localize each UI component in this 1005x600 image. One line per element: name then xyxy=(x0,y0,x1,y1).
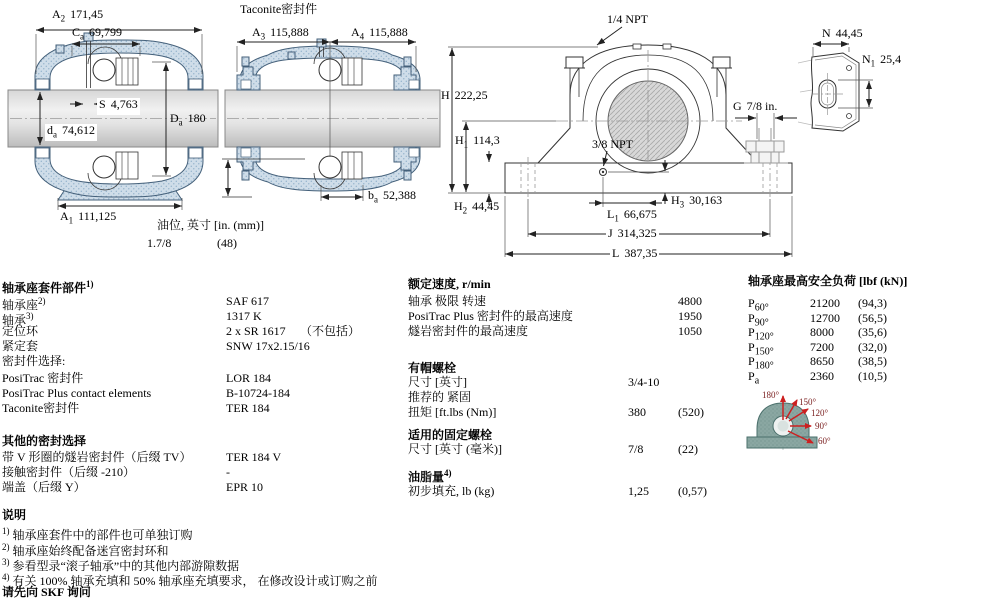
spec-value: SAF 617 xyxy=(226,294,270,308)
load-label: $P_{60^\circ}$ xyxy=(748,296,769,314)
section-title-load: 轴承座最高安全负荷 [lbf (kN)] xyxy=(748,274,908,288)
load-value: 12700 xyxy=(810,311,840,325)
note-row-4 xyxy=(2,570,378,588)
dim-label-a2: $A_2$ 171,45 xyxy=(52,7,104,24)
oil-level-inches: 1.7/8 xyxy=(147,236,172,250)
load-paren: (35,6) xyxy=(858,325,887,339)
dim-label-ba: $b_a$ 52,388 xyxy=(368,188,416,205)
spec-label: 初步填充, lb (kg) xyxy=(408,484,495,498)
spec-label: 尺寸 [英寸] xyxy=(408,375,467,389)
spec-row-housing xyxy=(2,294,270,312)
spec-label: 端盖（后缀 Y） xyxy=(2,480,86,494)
section-title-housing-parts: 轴承座套件部件$^{1)}$ xyxy=(2,279,94,295)
load-row-p180 xyxy=(748,354,887,372)
dim-label-h: H 222,25 xyxy=(441,88,488,102)
spec-row-taconite xyxy=(2,401,270,416)
note-text: 轴承座套件中的部件也可单独订购 xyxy=(12,528,193,542)
spec-row-positrac xyxy=(2,371,271,386)
npt-top-label: 1/4 NPT xyxy=(607,12,649,26)
note-sup: 4) xyxy=(2,572,10,582)
note-text: 轴承座始终配备迷宫密封环和 xyxy=(12,544,169,558)
spec-row-positrac-plus xyxy=(2,386,290,401)
spec-label: Taconite密封件 xyxy=(2,401,80,415)
load-label: $P_{120^\circ}$ xyxy=(748,325,774,343)
section-title-seal-selection: 密封件选择: xyxy=(2,354,66,368)
spec-row-taconite-speed xyxy=(408,324,702,339)
dim-label-a1: $A_1$ 111,125 xyxy=(60,209,117,226)
dim-label-Da: $D_a$ 180 xyxy=(170,111,206,128)
note-sup: 1) xyxy=(2,526,10,536)
angle-label-150: 150° xyxy=(799,397,817,407)
note-row-2 xyxy=(2,540,169,558)
load-paren: (32,0) xyxy=(858,340,887,354)
load-label: $P_a$ xyxy=(748,369,760,387)
spec-value: 2 x SR 1617 xyxy=(226,324,286,338)
load-row-p60 xyxy=(748,296,887,314)
load-row-pa xyxy=(748,369,887,387)
spec-row-locating-ring xyxy=(2,324,361,339)
spec-value: B-10724-184 xyxy=(226,386,290,400)
load-label: $P_{150^\circ}$ xyxy=(748,340,774,358)
spec-label: 接触密封件（后缀 -210） xyxy=(2,465,135,479)
spec-row-end-cover xyxy=(2,480,264,495)
load-value: 21200 xyxy=(810,296,840,310)
spec-row-grease-fill xyxy=(408,484,707,499)
spec-row-adapter-sleeve xyxy=(2,339,310,354)
spec-row-positrac-speed xyxy=(408,309,702,324)
load-paren: (94,3) xyxy=(858,296,887,310)
angle-label-120: 120° xyxy=(811,408,829,418)
spec-value: 7/8 xyxy=(628,442,644,456)
spec-label: 轴承座$^{2)}$ xyxy=(2,296,46,312)
load-paren: (56,5) xyxy=(858,311,887,325)
spec-label: 紧定套 xyxy=(2,339,39,353)
spec-label: 轴承$^{3)}$ xyxy=(2,311,34,327)
spec-value: 3/4-10 xyxy=(628,375,660,389)
spec-row-torque xyxy=(408,405,704,420)
anchor-bolt-phantom xyxy=(744,128,788,163)
spec-paren: (22) xyxy=(678,442,698,456)
spec-value: SNW 17x2.15/16 xyxy=(226,339,310,353)
spec-row-recommended xyxy=(408,390,471,405)
spec-value: 1050 xyxy=(678,324,702,338)
section-title-grease: 油脂量$^{4)}$ xyxy=(408,468,452,484)
spec-row-contact-seal xyxy=(2,465,230,480)
dim-label-h1: $H_1$ 114,3 xyxy=(455,133,500,150)
spec-value: 1,25 xyxy=(628,484,649,498)
npt-side-label: 3/8 NPT xyxy=(592,137,634,151)
load-row-p120 xyxy=(748,325,887,343)
spec-label: PosiTrac 密封件 xyxy=(2,371,84,385)
spec-value: 4800 xyxy=(678,294,702,308)
dim-label-n: N 44,45 xyxy=(822,26,863,40)
spec-paren: (0,57) xyxy=(678,484,707,498)
dim-label-l: L 387,35 xyxy=(610,247,659,264)
notes-title: 说明 xyxy=(2,508,27,522)
spec-label: 轴承 极限 转速 xyxy=(408,294,487,308)
dim-label-h3: $H_3$ 30,163 xyxy=(671,193,723,210)
spec-label: 燧岩密封件的最高速度 xyxy=(408,324,529,338)
spec-paren: (520) xyxy=(678,405,704,419)
section-title-other-seals: 其他的密封选择 xyxy=(2,434,87,448)
note-text: 参看型录“滚子轴承”中的其他内部游隙数据 xyxy=(12,559,240,573)
note-text: 有关 100% 轴承充填和 50% 轴承座充填要求， 在修改设计或订购之前 xyxy=(12,574,378,588)
spec-value: TER 184 xyxy=(226,401,270,415)
spec-row-taconite-v xyxy=(2,450,282,465)
spec-note: （不包括） xyxy=(300,324,361,338)
note-row-1 xyxy=(2,524,193,542)
angle-label-90: 90° xyxy=(815,421,828,431)
oil-level-label: 油位, 英寸 [in. (mm)] xyxy=(157,218,264,232)
dim-label-h2: $H_2$ 44,45 xyxy=(454,199,500,216)
dim-label-s: S 4,763 xyxy=(97,98,140,115)
section-title-fixing-bolts: 适用的固定螺栓 xyxy=(408,428,493,442)
note-sup: 2) xyxy=(2,542,10,552)
spec-label: 尺寸 [英寸 (毫米)] xyxy=(408,442,502,456)
load-paren: (10,5) xyxy=(858,369,887,383)
spec-label: PosiTrac Plus contact elements xyxy=(2,386,152,400)
spec-row-limit-speed xyxy=(408,294,702,309)
oil-level-mm: (48) xyxy=(217,236,237,250)
spec-value: 380 xyxy=(628,405,646,419)
load-value: 8000 xyxy=(810,325,834,339)
spec-label: 推荐的 紧固 xyxy=(408,390,472,404)
spec-label: 带 V 形圈的燧岩密封件（后缀 TV） xyxy=(2,450,192,464)
note-row-3 xyxy=(2,555,240,573)
dim-label-a3: $A_3$ 115,888 xyxy=(252,25,309,42)
load-label: $P_{90^\circ}$ xyxy=(748,311,769,329)
dim-label-a4: $A_4$ 115,888 xyxy=(351,25,408,42)
spec-value: 1950 xyxy=(678,309,702,323)
dim-label-g: G 7/8 in. xyxy=(733,99,778,113)
spec-label: 定位环 xyxy=(2,324,39,338)
spec-row-capbolt-size xyxy=(408,375,660,390)
spec-value: LOR 184 xyxy=(226,371,271,385)
load-row-p90 xyxy=(748,311,887,329)
dim-label-l1: $L_1$ 66,675 xyxy=(607,207,657,224)
spec-label: PosiTrac Plus 密封件的最高速度 xyxy=(408,309,573,323)
load-label: $P_{180^\circ}$ xyxy=(748,354,774,372)
section-title-cap-bolts: 有帽螺栓 xyxy=(408,361,457,375)
dim-label-n1: $N_1$ 25,4 xyxy=(862,52,902,69)
spec-row-bearing xyxy=(2,309,262,327)
drawing-middle-section xyxy=(225,39,440,191)
section-title-speed: 额定速度, r/min xyxy=(408,277,491,291)
load-value: 8650 xyxy=(810,354,834,368)
spec-value: 1317 K xyxy=(226,309,262,323)
dim-label-j: J 314,325 xyxy=(606,227,659,244)
dim-label-ca: $C_a$ 69,799 xyxy=(72,25,123,42)
note-sup: 3) xyxy=(2,557,10,567)
angle-label-60: 60° xyxy=(818,436,831,446)
load-value: 7200 xyxy=(810,340,834,354)
spec-value: TER 184 V xyxy=(226,450,282,464)
spec-value: - xyxy=(226,465,230,479)
spec-label: 扭矩 [ft.lbs (Nm)] xyxy=(408,405,497,419)
spec-row-fixingbolt-size xyxy=(408,442,698,457)
middle-drawing-title: Taconite密封件 xyxy=(240,2,318,16)
dim-label-da: $d_a$ 74,612 xyxy=(47,123,95,140)
spec-value: EPR 10 xyxy=(226,480,264,494)
load-value: 2360 xyxy=(810,369,834,383)
angle-label-180: 180° xyxy=(762,390,780,400)
load-paren: (38,5) xyxy=(858,354,887,368)
load-row-p150 xyxy=(748,340,887,358)
notes-footer: 请先向 SKF 询问 xyxy=(2,585,91,599)
